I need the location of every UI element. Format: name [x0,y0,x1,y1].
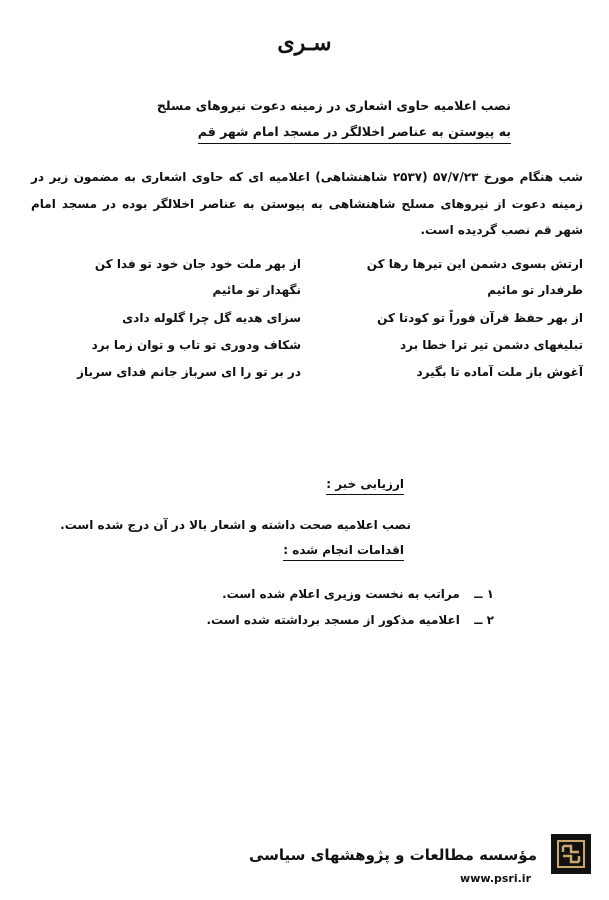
assessment-text: نصب اعلامیه صحت داشته و اشعار بالا در آن درج شده است. [60,518,411,532]
actions-heading: اقدامات انجام شده : [283,543,404,561]
institute-website: www.psri.ir [460,872,531,885]
verse-second-half: در بر تو را ای سرباز جانم فدای سرباز [77,365,301,379]
verse-second-half: از بهر ملت خود جان خود تو فدا کن [94,257,301,271]
subject-title-line-1: نصب اعلامیه حاوی اشعاری در زمینه دعوت نیروهای مسلح [156,98,511,113]
action-item [206,613,494,627]
action-text: مراتب به نخست وزیری اعلام شده است. [222,587,460,601]
verse-row [31,257,583,279]
verse-first-half: آغوش باز ملت آماده تا بگیرد [416,365,583,379]
report-paragraph: شب هنگام مورخ ۵۷/۷/۲۳ (۲۵۳۷ شاهنشاهی) اعلامیه ای که حاوی اشعاری به مضمون زیر در زمینه دعوت از نیروهای مسلح شاهنشاهی به پیوستن به عناصر اخلالگر بوده در مسجد امام شهر قم نصب گردیده است. [31,170,583,237]
verse-first-half: از بهر حفظ قرآن فوراً تو کودتا کن [377,311,583,325]
verse-first-half: تبلیغهای دشمن تیر ترا خطا برد [399,338,583,352]
action-number: ۲ ــ [474,613,494,627]
verse-first-half: ارتش بسوی دشمن این تیرها رها کن [366,257,583,271]
action-number: ۱ ــ [474,587,494,601]
action-text: اعلامیه مذکور از مسجد برداشته شده است. [206,613,460,627]
assessment-heading: ارزیابی خبر : [326,477,404,495]
verse-row [31,283,583,305]
verse-first-half: طرفدار تو مائیم [487,283,583,297]
institute-logo-icon [551,834,591,874]
institute-name: مؤسسه مطالعات و پژوهشهای سیاسی [248,846,537,864]
verse-row [31,338,583,360]
verse-row [31,311,583,333]
verse-second-half: شکاف ودوری تو تاب و توان زما برد [91,338,301,352]
subject-title-line-2: به پیوستن به عناصر اخلالگر در مسجد امام شهر قم [198,124,511,144]
verse-second-half: نگهدار تو مائیم [212,283,301,297]
classification-mark: سـری [277,30,332,56]
verse-row [31,365,583,387]
verse-second-half: سزای هدیه گل چرا گلوله دادی [122,311,301,325]
action-item [222,587,494,601]
